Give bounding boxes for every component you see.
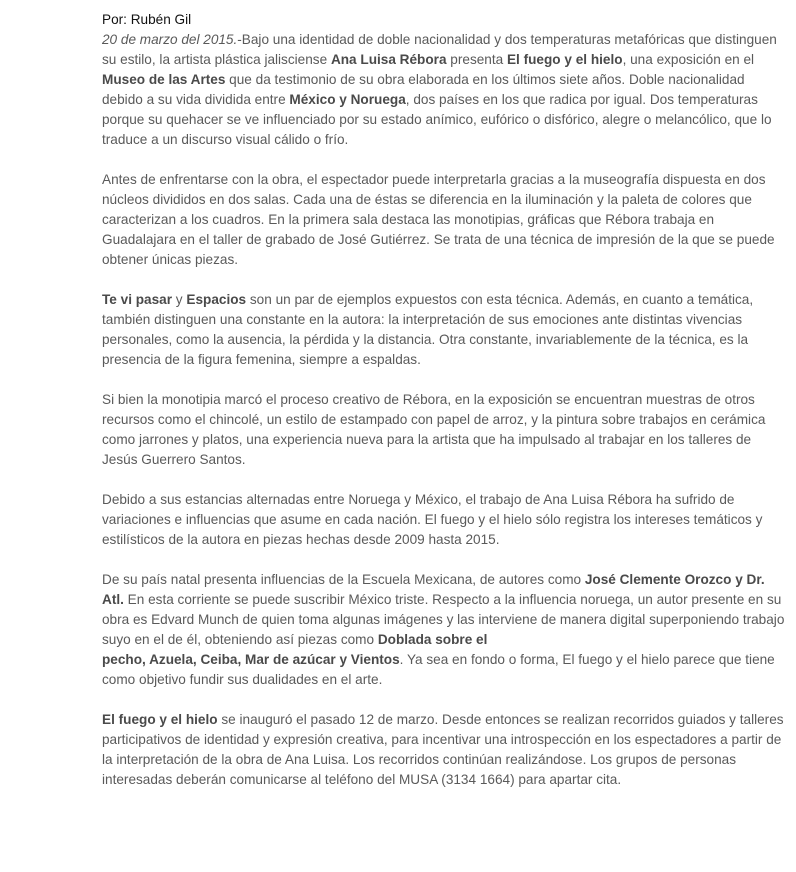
bold-text: pecho, Azuela, Ceiba, Mar de azúcar y Vientos [102,652,400,667]
bold-text: Espacios [186,292,247,307]
bold-text: Ana Luisa Rébora [330,52,447,67]
bold-text: El fuego y el hielo [506,52,623,67]
paragraph [102,490,786,550]
article-date: 20 de marzo del 2015. [102,32,238,47]
text-run: , una exposición en el [622,52,755,67]
text-run: y [172,292,187,307]
text-run: , dos países en los que radica por igual. Dos temperaturas porque su quehacer se ve influenciado por su estado anímico, eufórico o disfórico, alegre o melancólico, que lo traduce a un discurso visual cálido o frío. [102,92,772,147]
text-run: Antes de enfrentarse con la obra, el espectador puede interpretarla gracias a la museografía dispuesta en dos núcleos divididos en dos salas. Cada una de éstas se diferencia en la iluminación y la paleta de colores que caracterizan a los cuadros. En la primera sala destaca las monotipias, gráficas que Rébora trabaja en Guadalajara en el taller de grabado de José Gutiérrez. Se trata de una técnica de impresión de la que se puede obtener únicas piezas. [102,172,775,267]
text-run: De su país natal presenta influencias de la Escuela Mexicana, de autores como [102,572,585,587]
paragraph [102,30,786,150]
text-run: presenta [446,52,507,67]
text-run: Si bien la monotipia marcó el proceso creativo de Rébora, en la exposición se encuentran muestras de otros recursos como el chincolé, un estilo de estampado con papel de arroz, y la pintura sobre trabajos en cerámica como jarrones y platos, una experiencia nueva para la artista que ha impulsado al trabajar en los talleres de Jesús Guerrero Santos. [102,392,766,467]
bold-text: José Clemente Orozco y Dr. Atl. [102,572,765,607]
paragraph [102,570,786,690]
article-body [102,30,786,790]
text-run: -Bajo una identidad de doble nacionalidad y dos temperaturas metafóricas que distinguen su estilo, la artista plástica jalisciense [102,32,777,67]
text-run: Debido a sus estancias alternadas entre Noruega y México, el trabajo de Ana Luisa Rébora ha sufrido de variaciones e influencias que asume en cada nación. El fuego y el hielo sólo registra los intereses temáticos y estilísticos de la autora en piezas hechas desde 2009 hasta 2015. [102,492,763,547]
bold-text: México y Noruega [289,92,406,107]
text-run: se inauguró el pasado 12 de marzo. Desde entonces se realizan recorridos guiados y talleres participativos de identidad y expresión creativa, para incentivar una introspección en los espectadores a partir de la interpretación de la obra de Ana Luisa. Los recorridos continúan realizándose. Los grupos de personas interesadas deberán comunicarse al teléfono del MUSA (3134 1664) para apartar cita. [102,712,784,787]
text-run: En esta corriente se puede suscribir México triste. Respecto a la influencia noruega, un autor presente en su obra es Edvard Munch de quien toma algunas imágenes y las interviene de manera digital superponiendo trabajo suyo en el de él, obteniendo así piezas como [102,592,785,647]
bold-text: Doblada sobre el [377,632,488,647]
text-run: que da testimonio de su obra elaborada en los últimos siete años. Doble nacionalidad debido a su vida dividida entre [102,72,745,107]
bold-text: Te vi pasar [102,292,173,307]
bold-text: Museo de las Artes [102,72,226,87]
text-run: . Ya sea en fondo o forma, El fuego y el hielo parece que tiene como objetivo fundir sus dualidades en el arte. [102,652,775,687]
paragraph [102,390,786,470]
paragraph [102,710,786,790]
article [102,10,786,810]
bold-text: El fuego y el hielo [102,712,218,727]
text-run: son un par de ejemplos expuestos con esta técnica. Además, en cuanto a temática, también distinguen una constante en la autora: la interpretación de sus emociones ante distintas vivencias personales, como la ausencia, la pérdida y la distancia. Otra constante, invariablemente de la técnica, es la presencia de la figura femenina, siempre a espaldas. [102,292,754,367]
paragraph [102,290,786,370]
paragraph [102,170,786,270]
byline: Por: Rubén Gil [102,12,192,27]
